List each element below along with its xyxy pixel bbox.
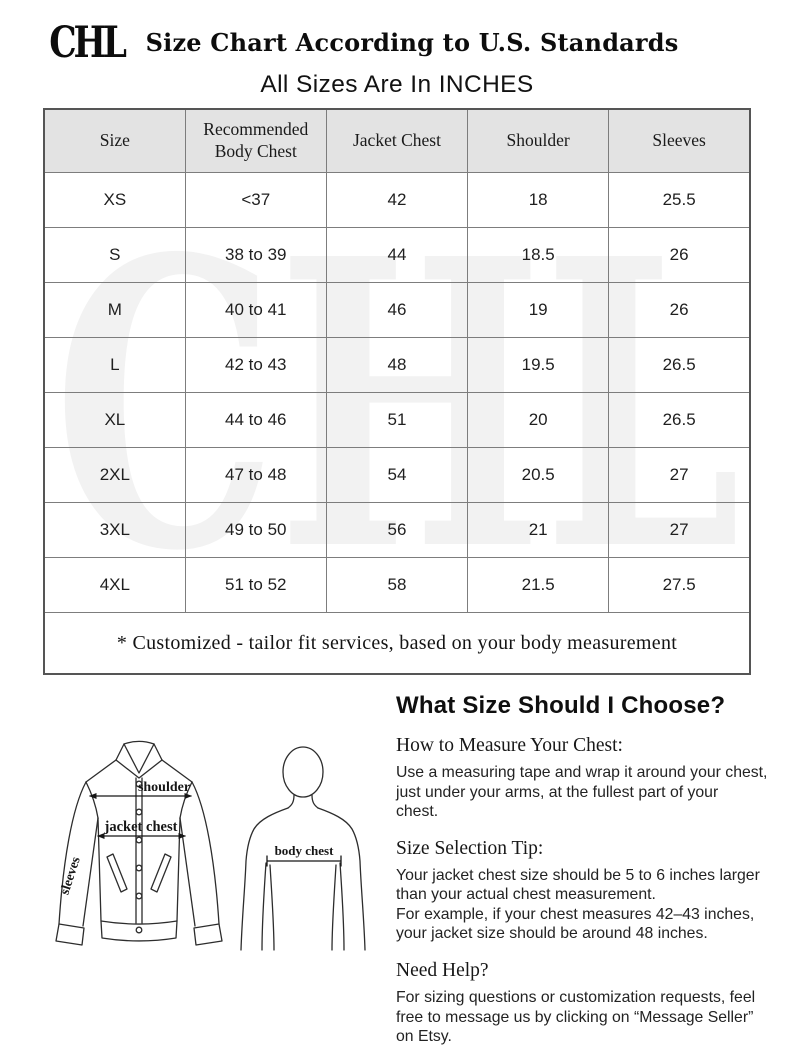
jacket-drawing [56,741,222,945]
column-header-body-chest: Recommended Body Chest [185,109,326,173]
cell-body-chest: 51 to 52 [185,558,326,613]
cell-body-chest: 42 to 43 [185,338,326,393]
jacket-chest-label: jacket chest [104,819,178,835]
cell-jacket-chest: 42 [326,173,467,228]
cell-jacket-chest: 48 [326,338,467,393]
cell-sleeves: 26.5 [609,393,750,448]
cell-sleeves: 26.5 [609,338,750,393]
cell-size: 3XL [44,503,185,558]
cell-shoulder: 18 [468,173,609,228]
shoulder-label: shoulder [137,780,191,795]
title-row [0,18,756,68]
table-row [44,173,750,228]
guide-heading-selection-tip: Size Selection Tip: [396,837,544,859]
table-row [44,393,750,448]
cell-jacket-chest: 54 [326,448,467,503]
cell-shoulder: 19.5 [468,338,609,393]
table-row [44,338,750,393]
table-row [44,503,750,558]
guide-title: What Size Should I Choose? [396,692,726,719]
cell-jacket-chest: 44 [326,228,467,283]
guide-body-measure: Use a measuring tape and wrap it around your chest, just under your arms, at the fullest part of your chest. [396,764,768,821]
cell-shoulder: 21.5 [468,558,609,613]
cell-size: M [44,283,185,338]
cell-jacket-chest: 56 [326,503,467,558]
guide-heading-need-help: Need Help? [396,960,489,982]
column-header-sleeves: Sleeves [609,109,750,173]
cell-size: L [44,338,185,393]
cell-body-chest: 40 to 41 [185,283,326,338]
column-header-jacket-chest: Jacket Chest [326,109,467,173]
table-row [44,558,750,613]
body-chest-label: body chest [274,843,334,858]
cell-size: 2XL [44,448,185,503]
cell-size: 4XL [44,558,185,613]
cell-jacket-chest: 58 [326,558,467,613]
page-subtitle: All Sizes Are In INCHES [260,70,534,98]
column-header-size: Size [44,109,185,173]
page-title: Size Chart According to U.S. Standards [145,28,679,58]
column-header-shoulder: Shoulder [468,109,609,173]
cell-jacket-chest: 46 [326,283,467,338]
cell-body-chest: 47 to 48 [185,448,326,503]
table-footnote: * Customized - tailor fit services, based on your body measurement [44,613,750,675]
cell-sleeves: 26 [609,283,750,338]
cell-shoulder: 18.5 [468,228,609,283]
size-table [43,108,751,675]
guide-heading-measure: How to Measure Your Chest: [396,735,623,756]
guide-body-selection-tip: Your jacket chest size should be 5 to 6 inches larger than your actual chest measurement. For example, if your chest measures 42–43 inches, your jacket size should be around 48 inches. [396,866,760,943]
table-row [44,283,750,338]
cell-size: S [44,228,185,283]
cell-shoulder: 20 [468,393,609,448]
cell-sleeves: 27 [609,448,750,503]
table-row [44,228,750,283]
cell-shoulder: 20.5 [468,448,609,503]
cell-body-chest: 49 to 50 [185,503,326,558]
watermark-text: CHL [53,244,741,566]
cell-body-chest: <37 [185,173,326,228]
cell-sleeves: 25.5 [609,173,750,228]
cell-sleeves: 27.5 [609,558,750,613]
table-row [44,448,750,503]
cell-shoulder: 19 [468,283,609,338]
size-table-container [43,108,751,672]
cell-sleeves: 26 [609,228,750,283]
cell-size: XL [44,393,185,448]
page-header [0,18,794,99]
cell-body-chest: 38 to 39 [185,228,326,283]
brand-logo: CHL [48,18,124,68]
size-guide [396,692,788,1063]
table-footnote-row [44,613,750,675]
cell-jacket-chest: 51 [326,393,467,448]
table-header-row [44,109,750,173]
measurement-diagram [46,732,391,956]
cell-body-chest: 44 to 46 [185,393,326,448]
sleeves-label: sleeves [56,854,83,897]
cell-sleeves: 27 [609,503,750,558]
cell-shoulder: 21 [468,503,609,558]
guide-body-need-help: For sizing questions or customization requests, feel free to message us by clicking on “Message Seller” on Etsy. [396,989,756,1046]
cell-size: XS [44,173,185,228]
